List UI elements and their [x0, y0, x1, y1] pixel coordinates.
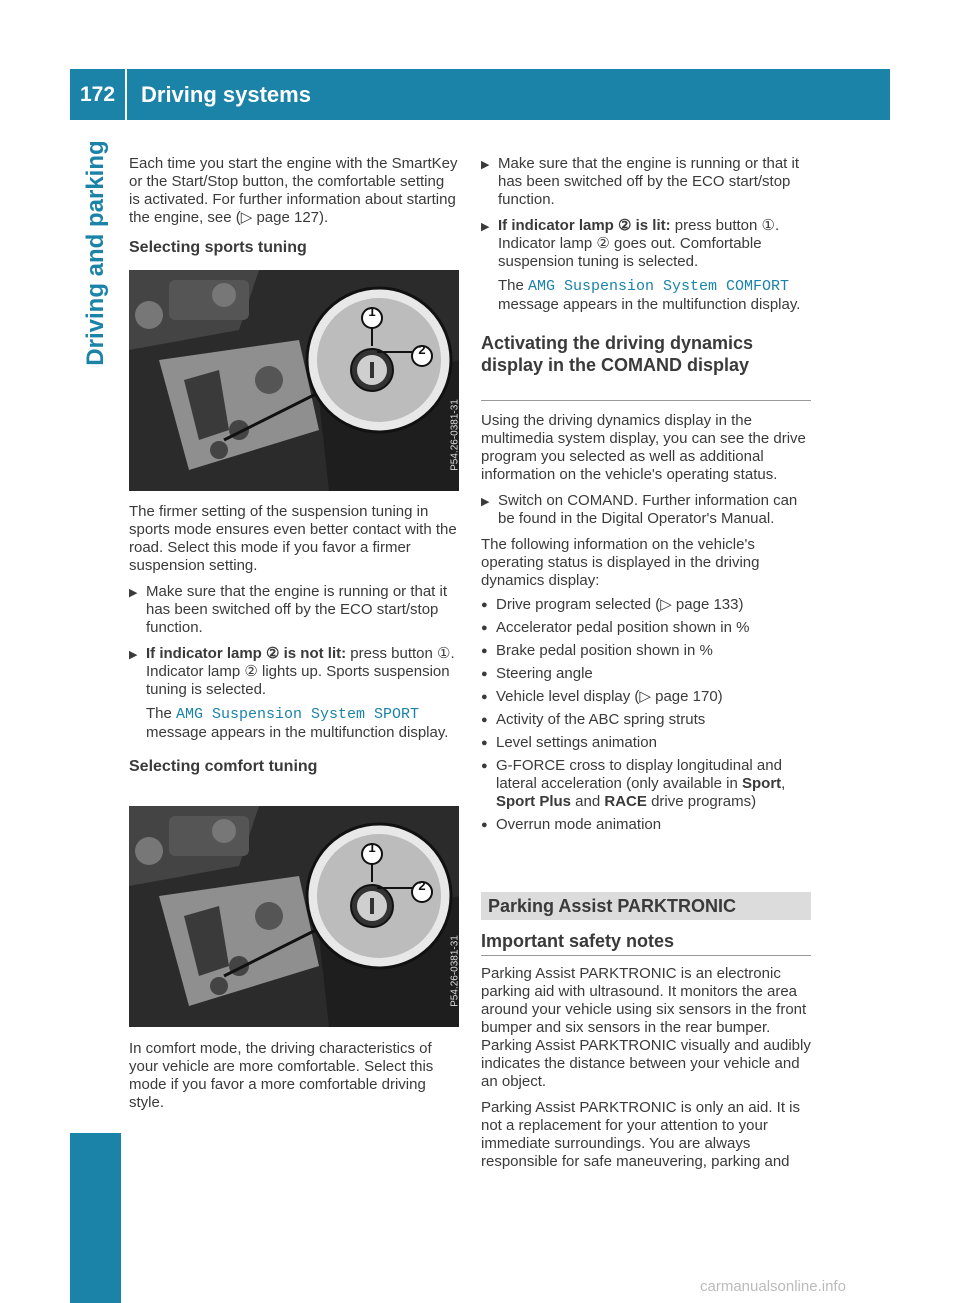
sports-message-pre: The: [146, 705, 177, 722]
sports-step-2: [129, 645, 459, 699]
comfort-step-2: [481, 217, 811, 271]
list-item: ● Vehicle level display (▷ page 170): [481, 688, 811, 706]
right-column: [481, 155, 811, 376]
dynamics-rule: [481, 400, 811, 401]
parktronic-paragraph-2: Parking Assist PARKTRONIC is only an aid. It is not a replacement for your attention to your immediate surroundings. You are always responsible for safe maneuvering, parking and: [481, 1099, 800, 1170]
gforce-sport: Sport: [741, 775, 782, 792]
image-code-2: P54.26-0381-31: [449, 935, 461, 1007]
right-column-3: [481, 965, 811, 1171]
dynamics-info: The following information on the vehicle's operating status is displayed in the driving dynamics display:: [481, 536, 760, 589]
dynamics-heading: Activating the driving dynamics display in the COMAND display: [481, 333, 754, 375]
list-item: ● Brake pedal position shown in %: [481, 642, 811, 660]
callout-1: 1: [368, 304, 376, 319]
image-code: P54.26-0381-31: [449, 399, 461, 471]
sports-step-1: ▶ Make sure that the engine is running or that it has been switched off by the ECO start/stop function.: [129, 583, 459, 637]
header-separator: [125, 69, 127, 120]
console-image-sports: [129, 270, 459, 491]
console-image-comfort: [129, 806, 459, 1027]
side-tab: [70, 1133, 121, 1303]
list-item: ● Steering angle: [481, 665, 811, 683]
list-item: ● Activity of the ABC spring struts: [481, 711, 811, 729]
sports-description: The firmer setting of the suspension tuning in sports mode ensures even better contact with the road. Select this mode if you favor a firmer suspension setting.: [129, 503, 457, 574]
comfort-message-pre: The: [498, 277, 529, 294]
comfort-message-line: [481, 277, 811, 314]
gforce-race: RACE: [604, 793, 647, 810]
sports-message-text: AMG Suspension System SPORT: [176, 706, 420, 723]
list-item-gforce: [481, 757, 811, 811]
comfort-step-1: ▶ Make sure that the engine is running or that it has been switched off by the ECO start/stop function.: [481, 155, 811, 209]
list-item: ● Overrun mode animation: [481, 816, 811, 834]
sports-step-2-condition: If indicator lamp ② is not lit:: [146, 645, 347, 662]
gforce-sportplus: Sport Plus: [496, 793, 572, 810]
comfort-description: In comfort mode, the driving characteristics of your vehicle are more comfortable. Select this mode if you favor a more comfortable driving style.: [129, 1040, 434, 1111]
watermark: carmanualsonline.info: [700, 1278, 846, 1295]
dynamics-description: Using the driving dynamics display in the multimedia system display, you can see the drive program you selected as well as additional information on the vehicle's operating status.: [481, 412, 806, 483]
gforce-comma: ,: [781, 775, 786, 792]
comfort-message-text: AMG Suspension System COMFORT: [528, 278, 790, 295]
right-column-2: [481, 412, 811, 834]
sports-message-line: [129, 705, 459, 742]
sports-message-post: message appears in the multifunction display.: [146, 724, 449, 741]
side-label-text: Driving and parking: [82, 140, 109, 366]
list-item: ● Drive program selected (▷ page 133): [481, 596, 811, 614]
intro-paragraph: Each time you start the engine with the SmartKey or the Start/Stop button, the comfortable setting is activated. For further information about starting the engine, see (▷ page 127).: [129, 155, 458, 226]
callout-1b: 1: [368, 840, 376, 855]
image-code-wrap-2: [451, 916, 459, 1026]
page-number: 172: [79, 83, 116, 106]
console-illustration-2: [129, 806, 459, 1027]
page-title: Driving systems: [141, 82, 311, 107]
safety-heading: Important safety notes: [481, 931, 675, 951]
left-column-3: [129, 1040, 459, 1112]
sports-heading: Selecting sports tuning: [129, 239, 307, 256]
dynamics-list: [481, 596, 811, 834]
gforce-and: and: [571, 793, 605, 810]
gforce-post: drive programs): [646, 793, 757, 810]
dynamics-step: ▶ Switch on COMAND. Further information can be found in the Digital Operator's Manual.: [481, 492, 811, 528]
comfort-step-2-action: press button ①.: [670, 217, 780, 234]
list-item: ● Accelerator pedal position shown in %: [481, 619, 811, 637]
parktronic-heading: Parking Assist PARKTRONIC: [488, 896, 737, 916]
comfort-message-post: message appears in the multifunction display.: [498, 296, 801, 313]
console-illustration: [129, 270, 459, 491]
left-column-2: [129, 503, 459, 776]
comfort-step-2-result: Indicator lamp ② goes out. Comfortable suspension tuning is selected.: [498, 235, 762, 270]
safety-rule: [481, 955, 811, 956]
callout-2: 2: [418, 342, 426, 357]
comfort-step-2-condition: If indicator lamp ② is lit:: [498, 217, 671, 234]
sports-step-2-action: press button ①.: [346, 645, 455, 662]
comfort-heading: Selecting comfort tuning: [129, 758, 318, 775]
callout-2b: 2: [418, 878, 426, 893]
list-item: ● Level settings animation: [481, 734, 811, 752]
gforce-text: G-FORCE cross to display longitudinal and lateral acceleration (only available in: [496, 757, 782, 792]
left-column: [129, 155, 459, 257]
side-label: [72, 124, 120, 382]
sports-step-2-result: Indicator lamp ② lights up. Sports suspension tuning is selected.: [146, 663, 450, 698]
image-code-wrap: [451, 380, 459, 490]
parktronic-paragraph-1: Parking Assist PARKTRONIC is an electronic parking aid with ultrasound. It monitors the area around your vehicle using six sensors in the front bumper and six sensors in the rear bumper. Parking Assist PARKTRONIC visually and audibly indicates the distance between your vehicle and an object.: [481, 965, 811, 1090]
